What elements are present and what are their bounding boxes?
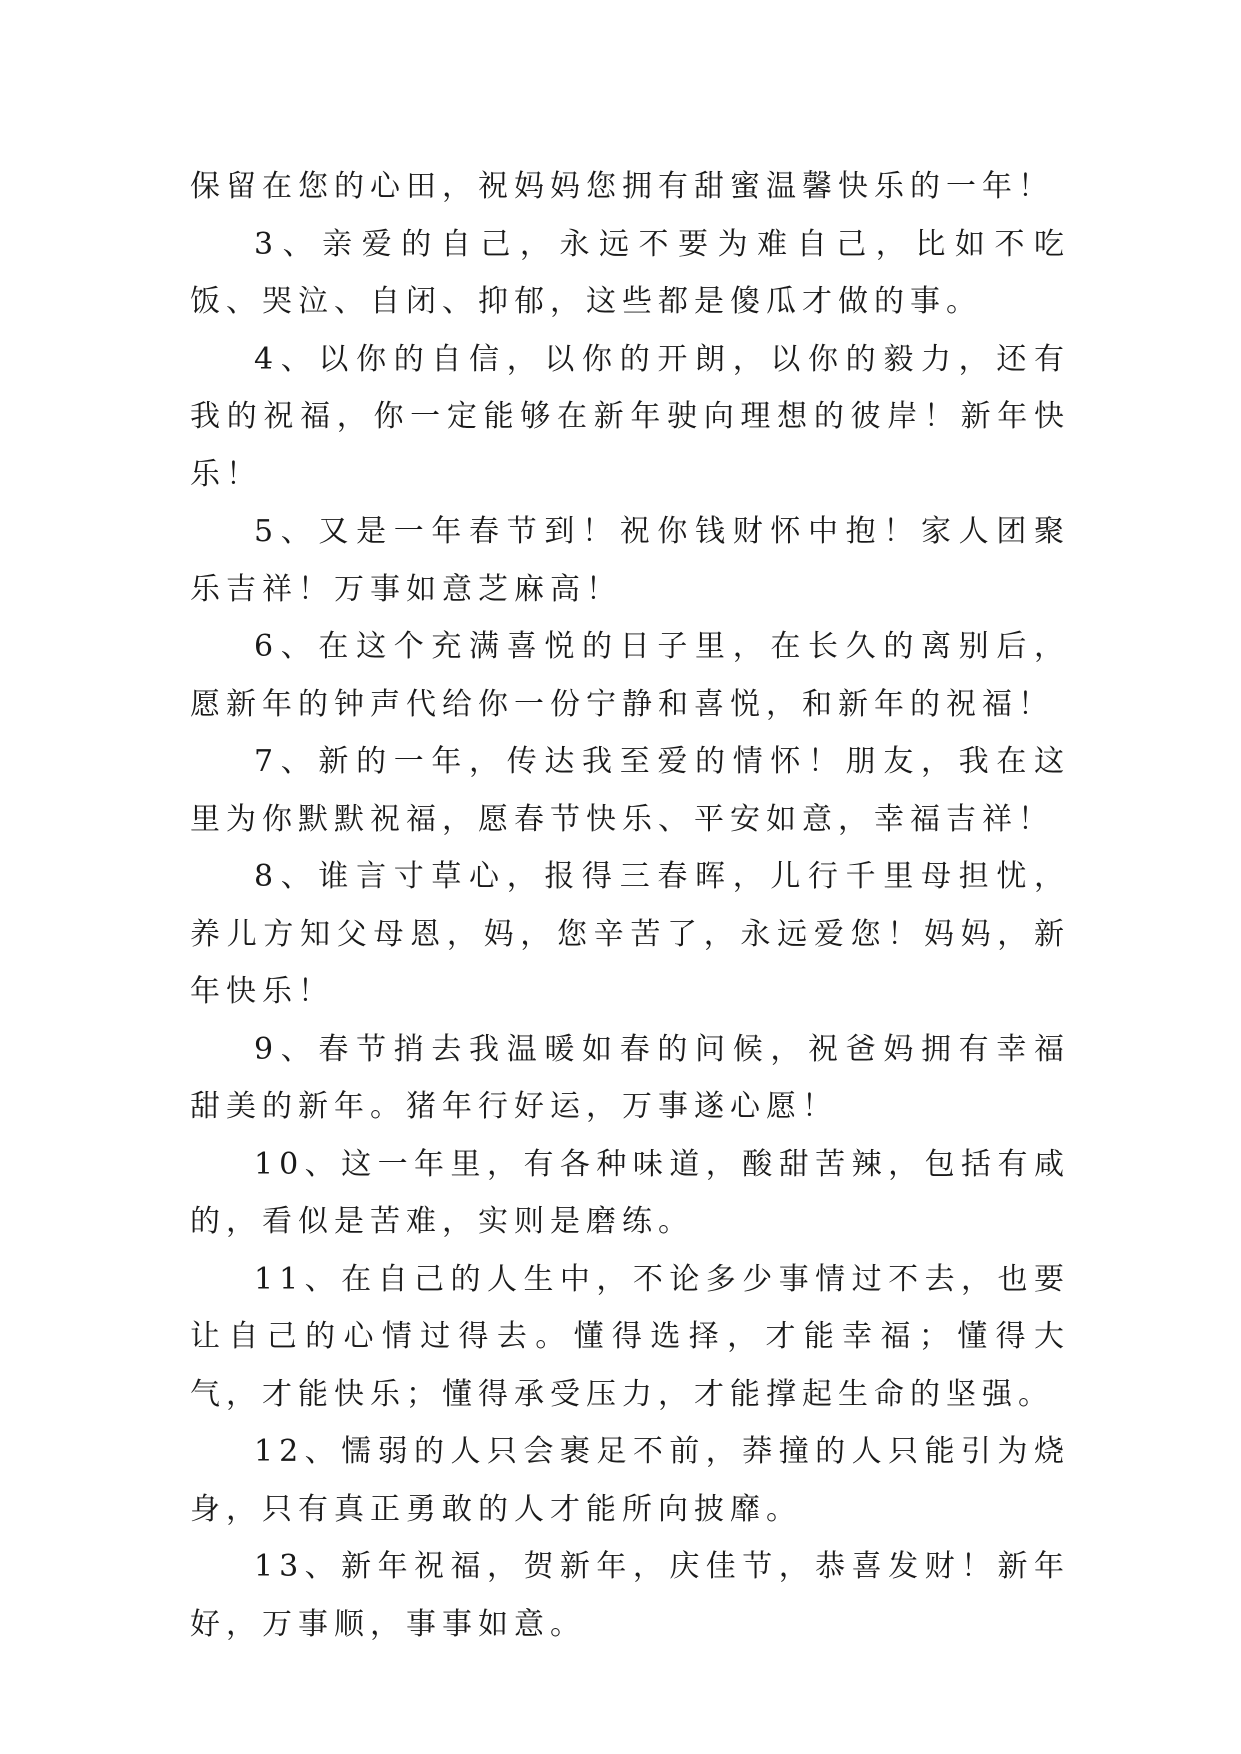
paragraph-item-10: 10、这一年里，有各种味道，酸甜苦辣，包括有咸的，看似是苦难，实则是磨练。 bbox=[190, 1146, 1070, 1239]
paragraph-item-8: 8、谁言寸草心，报得三春晖，儿行千里母担忧，养儿方知父母恩，妈，您辛苦了，永远爱您！妈妈，新年快乐！ bbox=[190, 859, 1070, 1009]
paragraph-item-13: 13、新年祝福，贺新年，庆佳节，恭喜发财！新年好，万事顺，事事如意。 bbox=[190, 1549, 1070, 1642]
paragraph-continuation: 保留在您的心田，祝妈妈您拥有甜蜜温馨快乐的一年！ bbox=[190, 169, 1054, 204]
paragraph-item-11: 11、在自己的人生中，不论多少事情过不去，也要让自己的心情过得去。懂得选择，才能幸福；懂得大气，才能快乐；懂得承受压力，才能撑起生命的坚强。 bbox=[190, 1261, 1070, 1412]
paragraph-item-7: 7、新的一年，传达我至爱的情怀！朋友，我在这里为你默默祝福，愿春节快乐、平安如意，幸福吉祥！ bbox=[190, 744, 1070, 837]
paragraph-item-3: 3、亲爱的自己，永远不要为难自己，比如不吃饭、哭泣、自闭、抑郁，这些都是傻瓜才做的事。 bbox=[190, 226, 1070, 319]
paragraph-item-12: 12、懦弱的人只会裹足不前，莽撞的人只能引为烧身，只有真正勇敢的人才能所向披靡。 bbox=[190, 1434, 1070, 1527]
paragraph-item-9: 9、春节捎去我温暖如春的问候，祝爸妈拥有幸福甜美的新年。猪年行好运，万事遂心愿！ bbox=[190, 1031, 1070, 1124]
document-body bbox=[190, 158, 1070, 1653]
paragraph-item-4: 4、以你的自信，以你的开朗，以你的毅力，还有我的祝福，你一定能够在新年驶向理想的彼岸！新年快乐！ bbox=[190, 341, 1070, 492]
paragraph-item-5: 5、又是一年春节到！祝你钱财怀中抱！家人团聚乐吉祥！万事如意芝麻高！ bbox=[190, 514, 1070, 607]
paragraph-item-6: 6、在这个充满喜悦的日子里，在长久的离别后，愿新年的钟声代给你一份宁静和喜悦，和新年的祝福！ bbox=[190, 629, 1070, 722]
